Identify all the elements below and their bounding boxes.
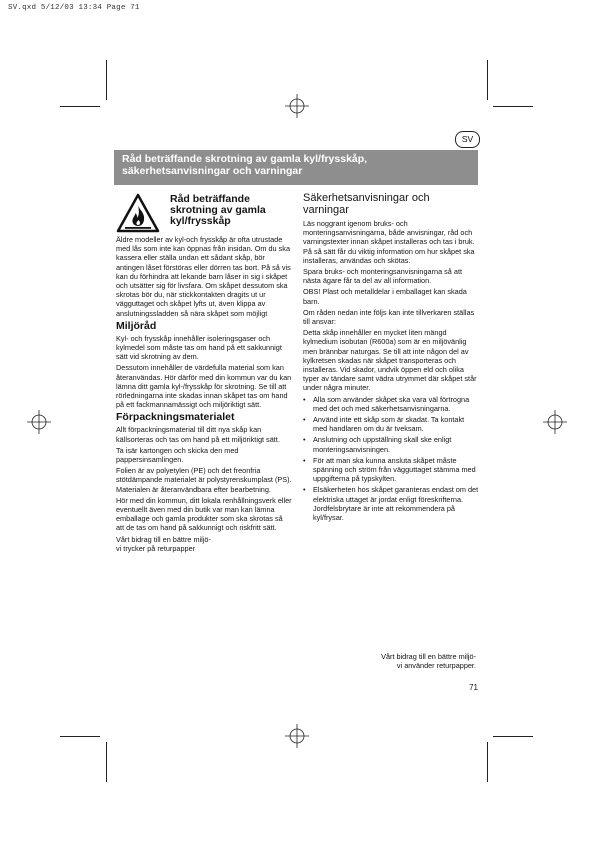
environment-heading: Miljöråd bbox=[116, 319, 157, 332]
packaging-paragraph-4: Hör med din kommun, ditt lokala renhållningsverk eller eventuellt även med din butik var man kan lämna emballage och gamla produkter som ska skrotas så att de tas om hand på sakkunnigt och riskfritt sätt. bbox=[116, 495, 292, 533]
list-item-text: Använd inte ett skåp som är skadat. Ta kontakt med handlaren om du är tveksam. bbox=[313, 415, 465, 434]
section-header-line-1: Råd beträffande skrotning av gamla kyl/frysskåp, bbox=[122, 153, 368, 165]
disposal-heading-line-3: kyl/frysskåp bbox=[170, 215, 231, 227]
packaging-paragraph-3: Folien är av polyetylen (PE) och det freonfria stötdämpande materialet är polystyrenskumplast (PS). Materialen är återanvändbara efter bearbetning. bbox=[116, 466, 292, 494]
language-badge: SV bbox=[455, 131, 480, 148]
safety-paragraph-5: Detta skåp innehåller en mycket liten mängd kylmedium isobutan (R600a) som är en miljövänlig men brännbar naturgas. Se till att inte någon del av kylkretsen skadas när skåpet transporteras och installeras. Vid skador, undvik öppen eld och olika typer av tändare samt vädra utrymmet där skåpet står under några minuter. bbox=[303, 328, 477, 393]
list-item bbox=[303, 456, 479, 484]
list-item-text: Anslutning och uppställning skall ske enligt monteringsanvisningen. bbox=[313, 435, 452, 454]
list-item-text: Elsäkerheten hos skåpet garanteras endast om det elektriska uttaget är jordat enligt föreskrifterna. Jordfelsbrytare är inte att rekommendera på kyl/frysar. bbox=[313, 485, 479, 523]
packaging-paragraph-5-line-1: Vårt bidrag till en bättre miljö- bbox=[116, 534, 211, 544]
fire-warning-triangle-icon bbox=[116, 193, 160, 233]
list-item bbox=[303, 395, 479, 413]
recycled-paper-note-line-2: vi använder returpapper. bbox=[396, 661, 476, 671]
registration-mark-bottom-icon bbox=[285, 724, 309, 748]
disposal-heading-line-2: skrotning av gamla bbox=[170, 204, 266, 216]
safety-paragraph-3: OBS! Plast och metalldelar i emballaget kan skada barn. bbox=[303, 287, 467, 306]
page-number: 71 bbox=[469, 683, 478, 692]
list-item-text: För att man ska kunna ansluta skåpet måste spänning och ström från vägguttaget stämma med uppgifterna på typskylten. bbox=[313, 455, 476, 484]
registration-mark-left-icon bbox=[27, 410, 51, 434]
list-item-text: Alla som använder skåpet ska vara väl förtrogna med det och med säkerhetsanvisningarna. bbox=[313, 394, 470, 413]
registration-mark-right-icon bbox=[543, 410, 567, 434]
section-header-banner bbox=[114, 150, 478, 185]
right-column bbox=[303, 193, 479, 524]
bullet-icon: • bbox=[303, 485, 306, 495]
registration-mark-top-icon bbox=[285, 94, 309, 118]
recycled-paper-note bbox=[340, 652, 476, 670]
list-item bbox=[303, 415, 479, 433]
disposal-text: Äldre modeller av kyl-och frysskåp är ofta utrustade med lås som inte kan öppnas från insidan. Om du ska kassera eller ställa undan ett sådant skåp, bör antingen låset förstöras eller dörren tas bort. På så vis kan du förhindra att lekande barn låser in sig i skåpet och utsätter sig för livsfara. Om skåpet dessutom ska skrotas bör du, när stickkontakten dragits ut ur vägguttaget och skåpet lyfts ut, även klippa av anslutningssladden så nära skåpet som möjligt bbox=[116, 235, 291, 318]
safety-heading-line-1: Säkerhetsanvisningar och bbox=[303, 192, 430, 204]
left-column bbox=[116, 193, 292, 555]
packaging-paragraph-5 bbox=[116, 535, 292, 553]
safety-heading-line-2: varningar bbox=[303, 203, 349, 216]
safety-paragraph-1: Läs noggrant igenom bruks- och monteringsanvisningarna, både anvisningar, råd och varningstexter innan skåpet installeras och tas i bruk. På så sätt får du viktig information om hur skåpet ska installeras, användas och skötas. bbox=[303, 219, 475, 265]
crop-mark-tl-v bbox=[106, 60, 107, 100]
disposal-heading bbox=[170, 193, 266, 227]
disposal-heading-block bbox=[116, 193, 292, 233]
environment-paragraph-2: Dessutom innehåller de värdefulla material som kan återanvändas. Hör därför med din kommun var du kan lämna ditt gamla kyl-/frysskåp för skrotning. Se till att rörledningarna inte skadas innan skåpet tas om hand på ett fackmannamässigt och miljöriktigt sätt. bbox=[116, 363, 292, 410]
crop-mark-bl-h bbox=[60, 736, 100, 737]
bullet-icon: • bbox=[303, 415, 306, 425]
safety-paragraph-4: Om råden nedan inte följs kan inte tillverkaren ställas till ansvar: bbox=[303, 307, 475, 327]
crop-mark-bl-v bbox=[106, 742, 107, 782]
section-header-line-2: säkerhetsanvisningar och varningar bbox=[122, 165, 303, 177]
crop-mark-br-h bbox=[493, 736, 533, 737]
bullet-icon: • bbox=[303, 394, 306, 404]
packaging-paragraph-5-line-2: vi trycker på returpapper bbox=[116, 543, 196, 553]
bullet-icon: • bbox=[303, 435, 306, 445]
list-item bbox=[303, 485, 479, 522]
crop-mark-br-v bbox=[487, 742, 488, 782]
safety-paragraph-2: Spara bruks- och monteringsanvisningarna så att nästa ägare får ta del av all information. bbox=[303, 267, 462, 286]
list-item bbox=[303, 435, 479, 453]
disposal-heading-line-1: Råd beträffande bbox=[170, 193, 250, 205]
recycled-paper-note-line-1: Vårt bidrag till en bättre miljö- bbox=[381, 652, 476, 661]
packaging-heading: Förpackningsmaterialet bbox=[116, 411, 235, 424]
print-slug: SV.qxd 5/12/03 13:34 Page 71 bbox=[8, 4, 140, 12]
packaging-paragraph-1: Allt förpackningsmaterial till ditt nya skåp kan källsorteras och tas om hand på ett miljöriktigt sätt. bbox=[116, 425, 280, 444]
bullet-icon: • bbox=[303, 455, 306, 465]
crop-mark-tl-h bbox=[60, 106, 100, 107]
crop-mark-tr-h bbox=[493, 106, 533, 107]
crop-mark-tr-v bbox=[487, 60, 488, 100]
safety-heading bbox=[303, 193, 479, 216]
environment-paragraph-1: Kyl- och frysskåp innehåller isoleringsgaser och kylmedel som måste tas om hand på ett sakkunnigt sätt vid skrotning av dem. bbox=[116, 333, 282, 362]
packaging-paragraph-2: Ta isär kartongen och skicka den med pappersinsamlingen. bbox=[116, 445, 239, 465]
